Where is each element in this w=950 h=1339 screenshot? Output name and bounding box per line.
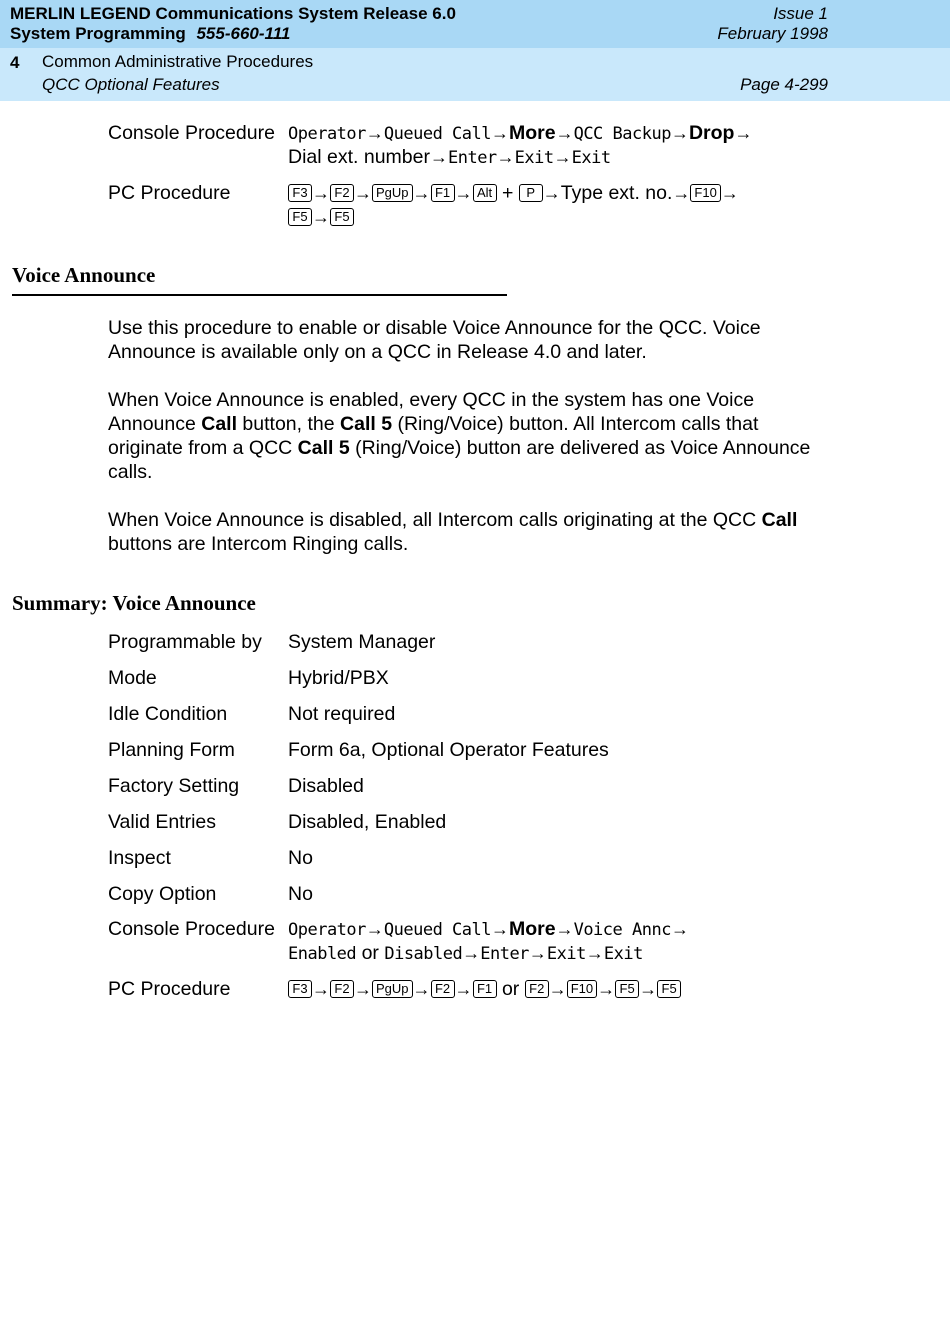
key-f1: F1	[473, 980, 497, 998]
summary-console-label: Console Procedure	[108, 918, 275, 940]
menu-enabled: Enabled	[288, 944, 357, 964]
key-f2: F2	[330, 184, 354, 202]
para2-call: Call	[201, 413, 238, 435]
key-pgup: PgUp	[372, 980, 413, 998]
menu-operator: Operator	[288, 124, 366, 144]
key-f2: F2	[431, 980, 455, 998]
para2-call5: Call 5	[297, 437, 350, 459]
plus-sign: +	[501, 182, 514, 204]
arrow-icon: →	[720, 183, 739, 203]
menu-disabled: Disabled	[384, 944, 463, 964]
menu-exit: Exit	[546, 944, 586, 964]
arrow-icon: →	[412, 979, 431, 999]
summary-pc-line	[288, 977, 681, 1001]
pc-procedure-line2	[288, 205, 354, 229]
console-procedure-label: Console Procedure	[108, 122, 275, 144]
arrow-icon: →	[454, 183, 473, 203]
arrow-icon: →	[639, 979, 658, 999]
console-procedure-line2	[288, 145, 611, 170]
arrow-icon: →	[412, 183, 431, 203]
summary-value: Disabled, Enabled	[288, 811, 447, 833]
arrow-icon: →	[553, 147, 572, 167]
issue-date: February 1998	[717, 24, 828, 43]
key-f5: F5	[657, 980, 681, 998]
para2-text: (Ring/Voice) button are delivered as Voice Announce calls.	[108, 437, 811, 483]
section-heading: Voice Announce	[12, 263, 156, 287]
menu-queued-call: Queued Call	[383, 124, 491, 144]
subtitle-label: System Programming	[10, 24, 186, 43]
menu-qcc-backup: QCC Backup	[573, 124, 671, 144]
key-f1: F1	[431, 184, 455, 202]
para2-text: When Voice Announce is enabled, every QCC in the system has one Voice Announce	[108, 389, 755, 435]
pc-procedure-line1	[288, 181, 739, 205]
menu-more: More	[508, 918, 556, 940]
summary-value: Disabled	[288, 775, 364, 797]
chapter-title: Common Administrative Procedures	[42, 52, 314, 71]
key-f3: F3	[288, 980, 312, 998]
arrow-icon: →	[672, 183, 691, 203]
arrow-icon: →	[670, 919, 689, 939]
summary-label: Valid Entries	[108, 811, 217, 833]
arrow-icon: →	[597, 979, 616, 999]
arrow-icon: →	[454, 979, 473, 999]
key-f5: F5	[330, 208, 354, 226]
menu-queued-call: Queued Call	[383, 920, 491, 940]
summary-label: Idle Condition	[108, 703, 228, 725]
summary-pc-label: PC Procedure	[108, 978, 231, 1000]
arrow-icon: →	[312, 183, 330, 203]
summary-console-line2	[288, 941, 643, 966]
menu-enter: Enter	[480, 944, 529, 964]
summary-label: Factory Setting	[108, 775, 240, 797]
issue-label: Issue 1	[773, 4, 828, 23]
arrow-icon: →	[555, 919, 574, 939]
key-p: P	[519, 184, 543, 202]
pc-procedure-label: PC Procedure	[108, 182, 231, 204]
paragraph-1: Use this procedure to enable or disable Voice Announce for the QCC. Voice Announce is available only on a QCC in Release 4.0 and later.	[108, 317, 761, 363]
arrow-icon: →	[462, 943, 481, 963]
arrow-icon: →	[490, 123, 509, 143]
summary-value: Form 6a, Optional Operator Features	[288, 739, 609, 761]
paragraph-3	[108, 508, 838, 556]
summary-label: Copy Option	[108, 883, 217, 905]
subtitle-number: 555-660-111	[196, 24, 291, 43]
page-number: Page 4-299	[740, 75, 828, 94]
arrow-icon: →	[585, 943, 604, 963]
key-f2: F2	[330, 980, 354, 998]
menu-exit: Exit	[603, 944, 643, 964]
menu-drop: Drop	[688, 122, 735, 144]
or-text: or	[361, 942, 379, 964]
summary-value: Hybrid/PBX	[288, 667, 389, 689]
arrow-icon: →	[312, 979, 330, 999]
menu-operator: Operator	[288, 920, 366, 940]
arrow-icon: →	[365, 919, 384, 939]
summary-label: Inspect	[108, 847, 171, 869]
arrow-icon: →	[555, 123, 574, 143]
arrow-icon: →	[312, 207, 330, 227]
summary-console-line1	[288, 917, 689, 942]
console-procedure-line1	[288, 121, 752, 146]
arrow-icon: →	[528, 943, 547, 963]
arrow-icon: →	[734, 123, 753, 143]
menu-more: More	[508, 122, 556, 144]
menu-enter: Enter	[447, 148, 497, 168]
arrow-icon: →	[354, 183, 372, 203]
para2-call5: Call 5	[340, 413, 393, 435]
summary-label: Mode	[108, 667, 157, 689]
chapter-number: 4	[10, 53, 20, 72]
menu-exit: Exit	[571, 148, 611, 168]
menu-exit: Exit	[514, 148, 554, 168]
key-pgup: PgUp	[372, 184, 413, 202]
section-title-header: QCC Optional Features	[42, 75, 220, 94]
arrow-icon: →	[429, 147, 448, 167]
dial-ext-text: Dial ext. number	[288, 146, 430, 168]
type-ext-text: Type ext. no.	[560, 182, 673, 204]
para3-text: buttons are Intercom Ringing calls.	[108, 533, 409, 555]
arrow-icon: →	[548, 979, 567, 999]
or-text: or	[501, 978, 520, 1000]
para2-text: (Ring/Voice) button. All Intercom calls that originate from a QCC	[108, 413, 759, 459]
arrow-icon: →	[490, 919, 509, 939]
para3-text: When Voice Announce is disabled, all Intercom calls originating at the QCC	[108, 509, 762, 531]
document-subtitle	[10, 24, 290, 44]
summary-label: Planning Form	[108, 739, 235, 761]
key-f10: F10	[690, 184, 720, 202]
summary-value: System Manager	[288, 631, 436, 653]
key-f10: F10	[567, 980, 597, 998]
arrow-icon: →	[542, 183, 561, 203]
summary-heading: Summary: Voice Announce	[12, 591, 256, 615]
key-f2: F2	[525, 980, 549, 998]
summary-value: No	[288, 847, 313, 869]
document-title: MERLIN LEGEND Communications System Release 6.0	[10, 4, 456, 23]
arrow-icon: →	[365, 123, 384, 143]
arrow-icon: →	[670, 123, 689, 143]
summary-label: Programmable by	[108, 631, 262, 653]
para3-call: Call	[761, 509, 798, 531]
key-f5: F5	[288, 208, 312, 226]
summary-value: Not required	[288, 703, 396, 725]
summary-value: No	[288, 883, 313, 905]
key-f5: F5	[615, 980, 639, 998]
paragraph-2	[108, 388, 838, 484]
menu-voice-annc: Voice Annc	[573, 920, 671, 940]
para2-text: button, the	[237, 413, 341, 435]
key-f3: F3	[288, 184, 312, 202]
arrow-icon: →	[496, 147, 515, 167]
section-rule	[12, 294, 507, 296]
arrow-icon: →	[354, 979, 372, 999]
key-alt: Alt	[473, 184, 497, 202]
